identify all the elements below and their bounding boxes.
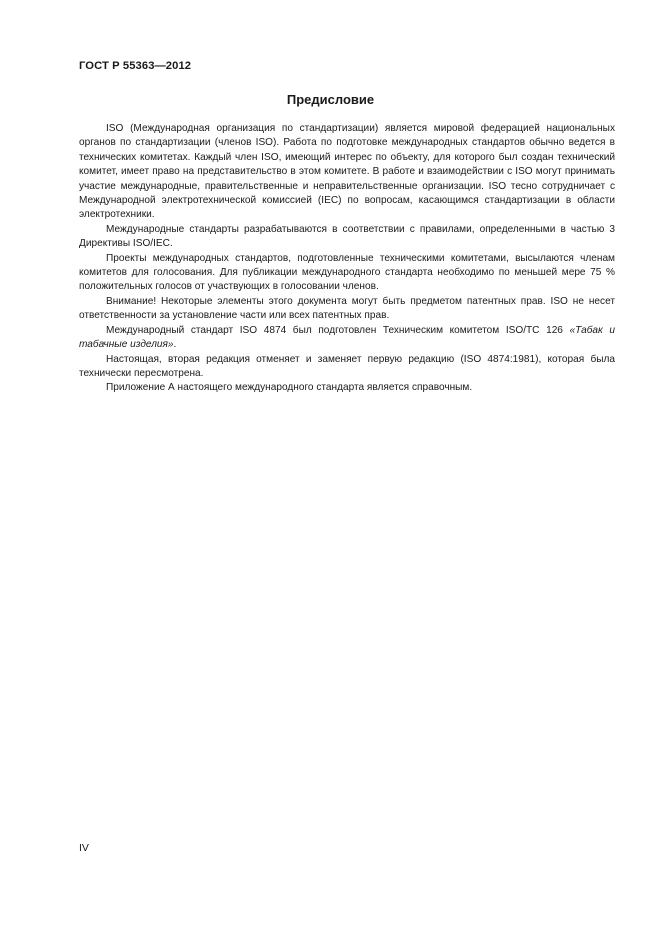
paragraph: Настоящая, вторая редакция отменяет и заменяет первую редакцию (ISO 4874:1981), которая была технически пересмотрена.: [79, 353, 615, 379]
section-title: Предисловие: [286, 92, 375, 107]
paragraph-text: .: [173, 339, 177, 351]
paragraph-text: Международный стандарт ISO 4874 был подготовлен Техническим комитетом ISO/TC 126: [106, 324, 570, 336]
paragraph: ISO (Международная организация по стандартизации) является мировой федерацией национальных органов по стандартизации (членов ISO). Работа по подготовке международных стандартов обычно ведется в технических комитетах. Каждый член ISO, имеющий интерес по объекту, для которого был создан технический комитет, имеет право на представительство в этом комитете. В работе и взаимодействии с ISO могут принимать участие международные, правительственные и неправительственные организации. ISO тесно сотрудничает с Международной электротехнической комиссией (IEC) по вопросам, касающимся стандартизации в области электротехники.: [79, 123, 615, 221]
committee-title: «Табак и табачные изделия»: [79, 324, 615, 351]
paragraph: Проекты международных стандартов, подготовленные техническими комитетами, высылаются членам комитетов для голосования. Для публикации международного стандарта необходимо по меньшей мере 75 % положительных голосов от участвующих в голосовании членов.: [79, 252, 615, 293]
paragraph: [79, 324, 615, 353]
paragraph: Международные стандарты разрабатываются в соответствии с правилами, определенными в частью 3 Директивы ISO/IEC.: [79, 223, 615, 250]
foreword-body: [79, 122, 615, 396]
paragraph: Внимание! Некоторые элементы этого документа могут быть предметом патентных прав. ISO не несет ответственности за установление части или всех патентных прав.: [79, 295, 615, 322]
document-header: ГОСТ Р 55363—2012: [79, 60, 192, 72]
paragraph: Приложение А настоящего международного стандарта является справочным.: [106, 382, 473, 394]
page-number: IV: [79, 842, 89, 854]
